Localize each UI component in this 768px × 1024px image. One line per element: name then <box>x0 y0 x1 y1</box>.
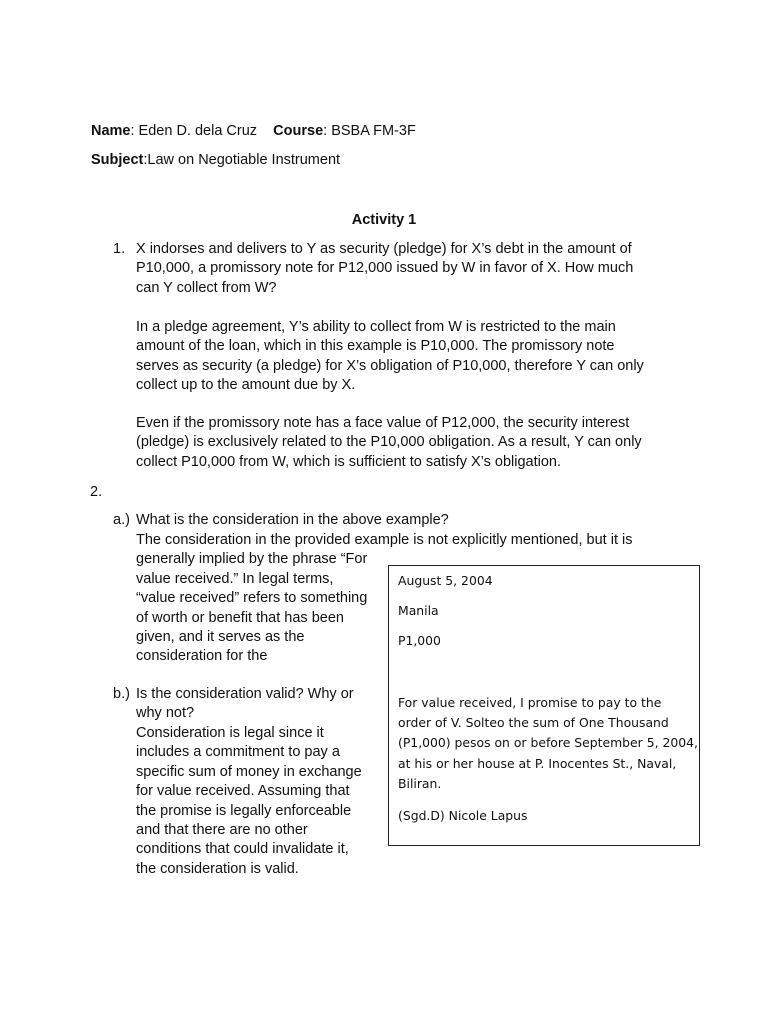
q1-answer-line: collect P10,000 from W, which is sufficient to satisfy X’s obligation. <box>136 453 561 470</box>
q2a-answer-line: “value received” refers to something <box>136 590 368 607</box>
note-body-line: at his or her house at P. Inocentes St., Naval, <box>398 756 677 771</box>
subject-value: :Law on Negotiable Instrument <box>143 152 341 168</box>
note-body-line: (P1,000) pesos on or before September 5, 2004, <box>398 735 698 750</box>
q2b-label: b.) <box>113 686 130 702</box>
name-value: : Eden D. dela Cruz <box>130 123 258 139</box>
q2b-question-line: Is the consideration valid? Why or <box>136 686 354 702</box>
header-name-course <box>91 122 416 141</box>
q1-answer-line: collect up to the amount due by X. <box>136 377 356 394</box>
course-label: Course <box>273 123 324 139</box>
q1-question-line: X indorses and delivers to Y as security (pledge) for X’s debt in the amount of <box>136 241 632 257</box>
q2b-answer-line: for value received. Assuming that <box>136 783 350 800</box>
note-amount: P1,000 <box>398 633 441 648</box>
q2b-answer-line: Consideration is legal since it <box>136 725 324 741</box>
promissory-note-box <box>388 565 700 846</box>
q2a-answer-line: of worth or benefit that has been <box>136 609 344 626</box>
q2a-question <box>136 511 449 530</box>
q1-answer-paragraph-1 <box>136 318 644 396</box>
q1-answer-line: Even if the promissory note has a face value of P12,000, the security interest <box>136 415 630 431</box>
q1-answer-line: (pledge) is exclusively related to the P10,000 obligation. As a result, Y can only <box>136 434 642 451</box>
q2a-answer-line: consideration for the <box>136 648 268 665</box>
q2a-label: a.) <box>113 512 130 528</box>
q2b-answer-line: the consideration is valid. <box>136 860 299 877</box>
q1-answer-line: In a pledge agreement, Y’s ability to collect from W is restricted to the main <box>136 319 616 335</box>
q2b-question-line: why not? <box>136 705 195 722</box>
q2b-answer-line: specific sum of money in exchange <box>136 763 362 780</box>
q1-answer-line: serves as security (a pledge) for X’s obligation of P10,000, therefore Y can only <box>136 357 644 374</box>
q1-question-line: can Y collect from W? <box>136 279 277 296</box>
q2b-answer-line: and that there are no other <box>136 822 308 839</box>
q2b-question <box>136 685 354 724</box>
q2a-question-line: What is the consideration in the above example? <box>136 512 449 528</box>
subject-label: Subject <box>91 152 144 168</box>
q1-question-line: P10,000, a promissory note for P12,000 issued by W in favor of X. How much <box>136 260 634 277</box>
note-body-line: order of V. Solteo the sum of One Thousand <box>398 715 669 730</box>
q1-answer-line: amount of the loan, which in this example is P10,000. The promissory note <box>136 338 615 355</box>
q2a-answer-line: The consideration in the provided example is not explicitly mentioned, but it is <box>136 532 633 548</box>
note-signature: (Sgd.D) Nicole Lapus <box>398 808 528 823</box>
note-date: August 5, 2004 <box>398 573 493 588</box>
note-body-line: Biliran. <box>398 776 442 791</box>
activity-title: Activity 1 <box>351 212 417 228</box>
course-value: : BSBA FM-3F <box>323 123 416 139</box>
q1-question <box>136 240 633 298</box>
q2b-answer-line: the promise is legally enforceable <box>136 802 352 819</box>
q2a-answer-line: value received.” In legal terms, <box>136 570 334 587</box>
header-subject <box>91 151 340 170</box>
q2-number: 2. <box>90 484 103 500</box>
q1-number: 1. <box>113 241 126 257</box>
q2b-answer-line: conditions that could invalidate it, <box>136 841 349 858</box>
name-label: Name <box>91 123 131 139</box>
q2b-answer <box>136 724 362 879</box>
note-place: Manila <box>398 603 439 618</box>
q2b-answer-line: includes a commitment to pay a <box>136 744 340 761</box>
note-body-line: For value received, I promise to pay to the <box>398 695 662 710</box>
q2a-answer-line: generally implied by the phrase “For <box>136 551 368 568</box>
q1-answer-paragraph-2 <box>136 414 642 472</box>
q2a-answer-line: given, and it serves as the <box>136 629 305 646</box>
